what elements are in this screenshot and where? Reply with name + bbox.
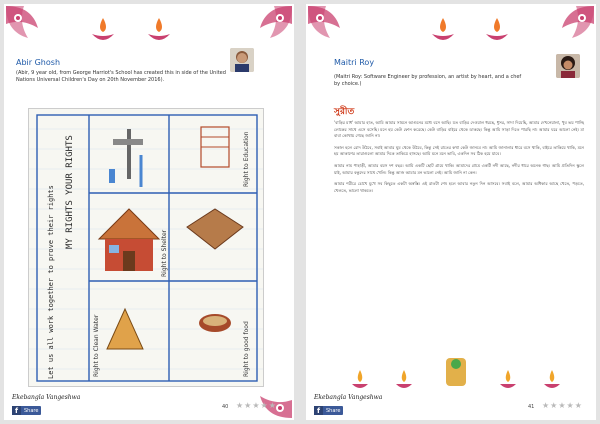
rating-stars[interactable] — [236, 402, 276, 410]
story-paragraph: 'বাড়ির মাধ' আমার হাত, আমি আমার সামনে আগুনের মধ্যে বসে আছি। যত বাড়ির দেওয়াল ধরছে, ধুসর, সাদা দিয়েছি, আমার দেখনেয়ালা, খুব ভয় পাচ্ছি লোকের সাথে এসে বসেছি। মনে হয় কেউ ফোন করেছে। কেউ বাড়ির বাইরে থেকে ডাকছে। কিন্তু আমি সাড়া দিতে পারছি না। আমার ঘরে আলো নেই। মা বাবা কোথায় গেছে জানি না। — [334, 120, 584, 139]
bottom-corner-ornament-icon — [250, 380, 294, 420]
caption-water: Right to Clean Water — [93, 314, 100, 377]
avatar — [556, 54, 580, 78]
author-bio: (Maitri Roy: Software Engineer by profession, an artist by heart, and a chef by choice.) — [334, 74, 522, 87]
author-name: Maitri Roy — [334, 58, 375, 67]
diya-lamp-icon — [430, 16, 456, 46]
caption-food: Right to good food — [243, 321, 250, 377]
corner-ornament-icon — [4, 4, 48, 48]
right-page — [306, 4, 596, 420]
bottom-lamps-ornament-icon — [346, 354, 566, 394]
story-paragraph: আমার নাম পাহাড়ী, আমার বয়স দশ বছর। আমি একটি ছোট গ্রামে থাকি। আমাদের গ্রামে একটি নদী আছে, নদীর ধারে অনেক গাছ। আমি প্রতিদিন স্কুলে যাই, আমার বন্ধুদের সাথে খেলি। কিন্তু আজ আমার মন ভালো নেই। আমি জানি না কেন। — [334, 162, 584, 175]
story-paragraph: আমার শরীরে চোখে মুখে সব কিছুতে একটা অস্বস্তি। এই রাতটা শেষ হলে আবার নতুন দিন আসবে। সবাই বলে, আমার অধিকার আছে খেতে, পড়তে, খেলতে, ভালো থাকতে। — [334, 181, 584, 193]
share-label: Share — [326, 407, 341, 414]
share-label: Share — [24, 407, 39, 414]
caption-education: Right to Education — [243, 131, 250, 187]
facebook-icon: f — [314, 406, 323, 415]
author-name: Abir Ghosh — [16, 58, 61, 67]
author-bio: (Abir, 9 year old, from George Harriot's School has created this in side of the United Nations Universal Children's Day on 20th November 2016). — [16, 70, 226, 83]
corner-ornament-icon — [306, 4, 350, 48]
publication-logo: Ekebangla Vangeshwa — [314, 394, 383, 401]
globe-drawing — [187, 209, 243, 249]
story-text — [334, 120, 584, 199]
facebook-share-button[interactable] — [12, 406, 41, 415]
star-icon[interactable]: ★ — [236, 401, 244, 410]
left-page — [4, 4, 294, 420]
star-icon[interactable]: ★ — [550, 401, 558, 410]
corner-ornament-icon — [552, 4, 596, 48]
star-icon[interactable]: ★ — [542, 401, 550, 410]
facebook-share-button[interactable] — [314, 406, 343, 415]
story-paragraph: সকাল হলে রোদ উঠবে, সবাই আবার ঘুম থেকে উঠবে, কিন্তু সেই রাতের কথা কেউ জানবে না। আমি জানালার ধারে বসে থাকি, বাইরে তাকিয়ে থাকি, মনে হয় আকাশের তারাগুলো আমার দিকে তাকিয়ে হাসছে। আমি মনে মনে ভাবি, একদিন সব ঠিক হয়ে যাবে। — [334, 144, 584, 157]
avatar — [230, 48, 254, 72]
water-tap-drawing — [109, 129, 143, 187]
star-icon[interactable]: ★ — [244, 401, 252, 410]
page-number: 40 — [222, 404, 229, 410]
star-icon[interactable]: ★ — [252, 401, 260, 410]
page-number: 41 — [528, 404, 535, 410]
star-icon[interactable]: ★ — [260, 401, 268, 410]
diya-lamp-icon — [146, 16, 172, 46]
child-drawing — [28, 108, 264, 387]
star-icon[interactable]: ★ — [574, 401, 582, 410]
drawing-title-text: MY RIGHTS YOUR RIGHTS — [65, 135, 75, 249]
drawing-slogan-text: Let us all work together to prove their rights — [47, 185, 55, 379]
star-icon[interactable]: ★ — [268, 401, 276, 410]
story-title: সুরীত — [334, 107, 355, 117]
diya-lamp-icon — [90, 16, 116, 46]
star-icon[interactable]: ★ — [558, 401, 566, 410]
star-icon[interactable]: ★ — [566, 401, 574, 410]
publication-logo: Ekebangla Vangeshwa — [12, 394, 81, 401]
facebook-icon: f — [12, 406, 21, 415]
caption-shelter: Right to Shelter — [161, 229, 168, 277]
house-drawing — [99, 209, 159, 271]
diya-lamp-icon — [484, 16, 510, 46]
school-drawing — [201, 127, 229, 167]
rating-stars[interactable] — [542, 402, 582, 410]
corner-ornament-icon — [250, 4, 294, 48]
